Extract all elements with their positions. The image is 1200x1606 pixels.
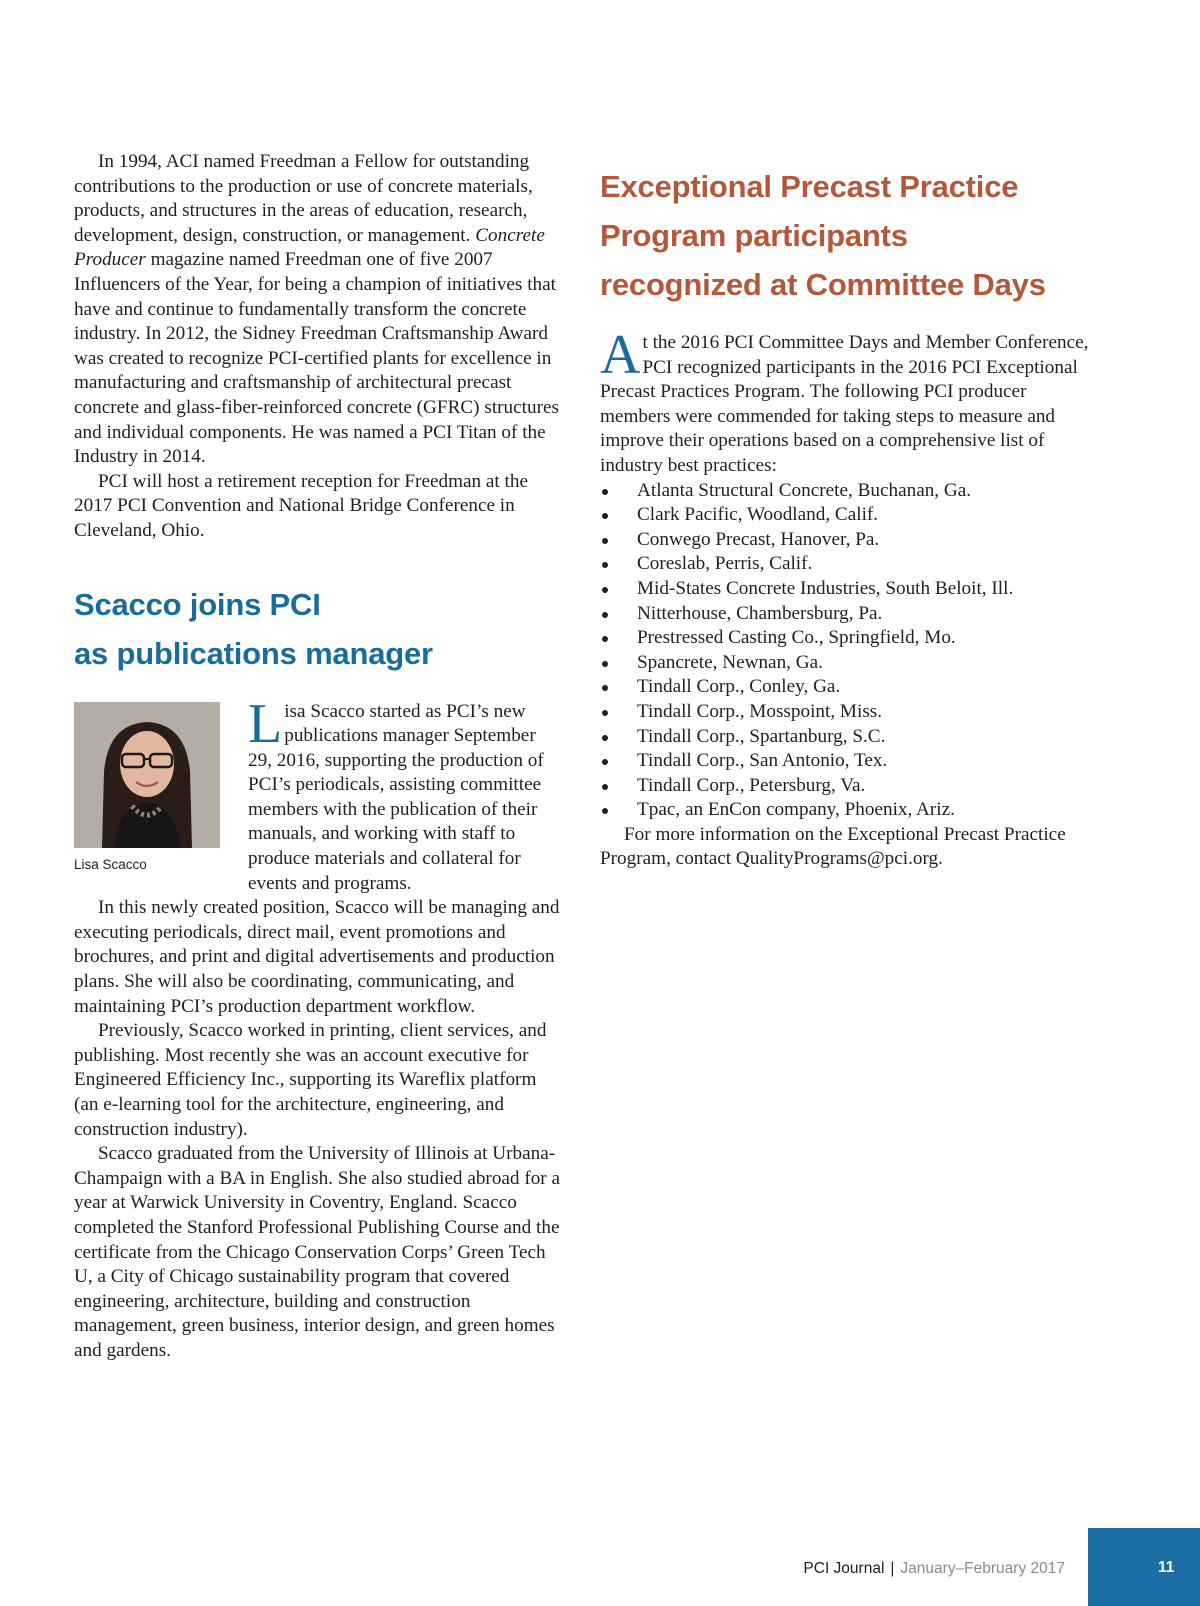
list-item: Atlanta Structural Concrete, Buchanan, Ga.	[600, 479, 1100, 504]
portrait-photo	[74, 702, 220, 848]
footer-separator: |	[890, 1560, 895, 1577]
page-number-box	[1088, 1528, 1200, 1606]
scacco-intro-paragraph: Lisa Scacco started as PCI’s new publications manager September 29, 2016, supporting the production of PCI’s periodicals, assisting committee members with the publication of their manuals, and working with staff to produce materials and collateral for events and programs.	[248, 692, 544, 894]
running-footer	[803, 1559, 1065, 1579]
list-item: Nitterhouse, Chambersburg, Pa.	[600, 602, 1100, 627]
list-item: Coreslab, Perris, Calif.	[600, 552, 1100, 577]
portrait-figure	[74, 702, 220, 874]
participants-list	[600, 479, 1100, 823]
right-column	[600, 150, 1100, 872]
list-item: Tindall Corp., San Antonio, Tex.	[600, 749, 1100, 774]
list-item: Clark Pacific, Woodland, Calif.	[600, 503, 1100, 528]
list-item: Mid-States Concrete Industries, South Beloit, Ill.	[600, 577, 1100, 602]
list-item: Spancrete, Newnan, Ga.	[600, 651, 1100, 676]
list-item: Conwego Precast, Hanover, Pa.	[600, 528, 1100, 553]
photo-caption: Lisa Scacco	[74, 856, 147, 872]
list-item: Tindall Corp., Mosspoint, Miss.	[600, 700, 1100, 725]
list-item: Tpac, an EnCon company, Phoenix, Ariz.	[600, 798, 1100, 823]
list-item: Tindall Corp., Petersburg, Va.	[600, 774, 1100, 799]
scacco-heading: Scacco joins PCI as publications manager	[74, 586, 433, 671]
fellow-paragraph: In 1994, ACI named Freedman a Fellow for outstanding contributions to the production or use of concrete materials, products, and structures in the areas of education, research, development, design, construction, or management. Concrete Producer magazine named Freedman one of five 2007 Influencers of the Year, for being a champion of initiatives that have and continue to fundamentally transform the concrete industry. In 2012, the Sidney Freedman Craftsmanship Award was created to recognize PCI-certified plants for excellence in manufacturing and craftsmanship of architectural precast concrete and glass-fiber-reinforced concrete (GFRC) structures and individual components. He was named a PCI Titan of the Industry in 2014.	[74, 151, 559, 468]
journal-name: PCI Journal	[803, 1560, 885, 1577]
reception-paragraph: PCI will host a retirement reception for Freedman at the 2017 PCI Convention and National Bridge Conference in Cleveland, Ohio.	[74, 470, 528, 541]
scacco-position-paragraph: In this newly created position, Scacco will be managing and executing periodicals, direct mail, event promotions and brochures, and print and digital advertisements and production plans. She will also be coordinating, communicating, and maintaining PCI’s production department workflow.	[74, 897, 560, 1017]
list-item: Tindall Corp., Spartanburg, S.C.	[600, 725, 1100, 750]
portrait-illustration	[74, 702, 220, 848]
issue-date: January–February 2017	[900, 1560, 1065, 1577]
precast-heading: Exceptional Precast Practice Program participants recognized at Committee Days	[600, 169, 1046, 302]
left-column	[74, 150, 564, 1364]
dropcap-a: A	[600, 324, 641, 386]
precast-intro-paragraph: At the 2016 PCI Committee Days and Member Conference, PCI recognized participants in the 2016 PCI Exceptional Precast Practices Program. The following PCI producer members were commended for taking steps to measure and improve their operations based on a comprehensive list of industry best practices:	[600, 324, 1089, 476]
dropcap-l: L	[248, 692, 283, 755]
list-item: Prestressed Casting Co., Springfield, Mo.	[600, 626, 1100, 651]
contact-paragraph: For more information on the Exceptional Precast Practice Program, contact QualityPrograms@pci.org.	[600, 823, 1066, 870]
list-item: Tindall Corp., Conley, Ga.	[600, 675, 1100, 700]
page-number: 11	[1158, 1559, 1175, 1576]
scacco-previous-paragraph: Previously, Scacco worked in printing, client services, and publishing. Most recently she was an account executive for Engineered Efficiency Inc., supporting its Wareflix platform (an e-learning tool for the architecture, engineering, and construction industry).	[74, 1020, 547, 1140]
scacco-education-paragraph: Scacco graduated from the University of Illinois at Urbana-Champaign with a BA in English. She also studied abroad for a year at Warwick University in Coventry, England. Scacco completed the Stanford Professional Publishing Course and the certificate from the Chicago Conservation Corps’ Green Tech U, a City of Chicago sustainability program that covered engineering, architecture, building and construction management, green business, interior design, and green homes and gardens.	[74, 1143, 561, 1361]
magazine-title: Concrete Producer	[74, 224, 545, 271]
